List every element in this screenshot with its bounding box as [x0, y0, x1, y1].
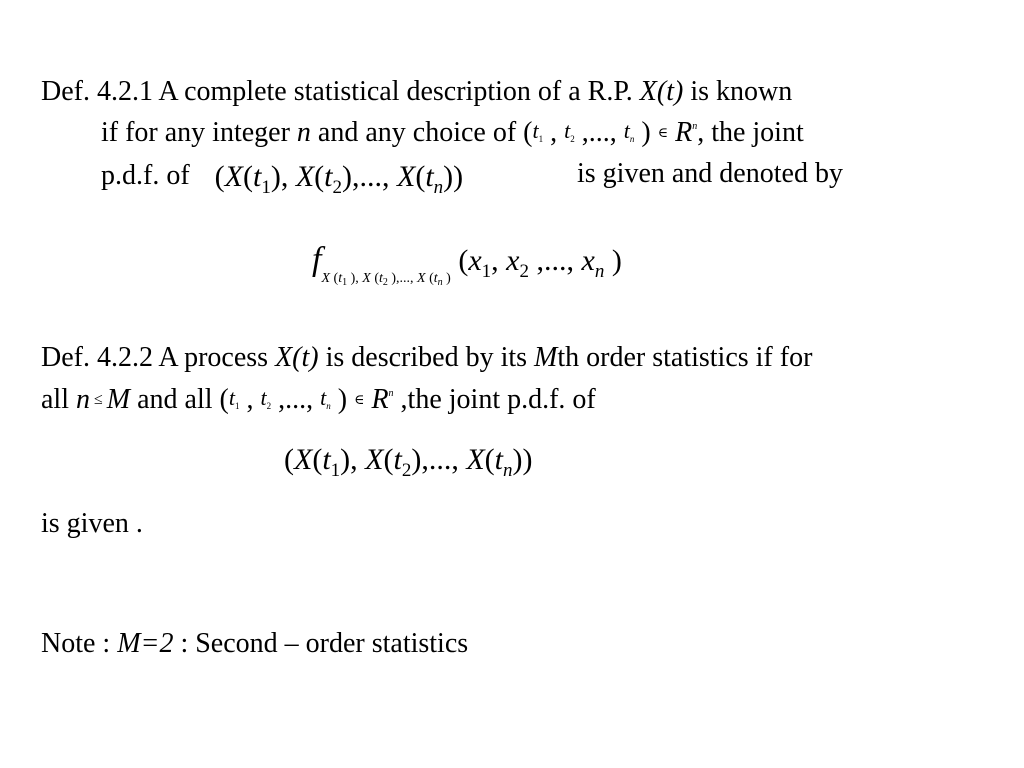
joint-vector-formula-2: ($X(t_1)$, $X(t_2)$,..., $X(t_n)$): [284, 443, 533, 481]
time-tuple-formula-2: (t1 , t2 ,..., tn ) ∈ $R^n$: [219, 384, 394, 415]
def1-line3: p.d.f. of ($X(t_1)$, $X(t_2)$,..., $X(t_n)$): [101, 160, 464, 198]
def1-line3-tail: is given and denoted by: [577, 158, 843, 189]
def2-line2: all n ≤ M and all (t1 , t2 ,..., tn ) ∈ $R^n$ ,the joint p.d.f. of: [41, 384, 596, 415]
time-tuple-formula: (t1 , t2 ,..., tn ) ∈ $R^n$: [523, 117, 698, 148]
leq-symbol: ≤: [90, 391, 107, 408]
def2-line3: is given .: [41, 508, 143, 539]
joint-vector-formula: ($X(t_1)$, $X(t_2)$,..., $X(t_n)$): [214, 160, 464, 198]
note-line: Note : M=2 : Second – order statistics: [41, 628, 469, 659]
def1-line2: if for any integer n and any choice of (t1 , t2 ,..., tn ) ∈ $R^n$, the joint: [101, 117, 804, 148]
def2-line1: Def. 4.2.2 A process X(t) is described by its Mth order statistics if for: [41, 342, 813, 373]
def1-line1: Def. 4.2.1 A complete statistical description of a R.P. X(t) is known: [41, 76, 793, 107]
joint-pdf-formula: $f_{X (t_1 ), X (t_2 ),..., X (t_n )}$ ($x_1$, $x_2$ ,..., $x_n$ ): [312, 241, 622, 288]
